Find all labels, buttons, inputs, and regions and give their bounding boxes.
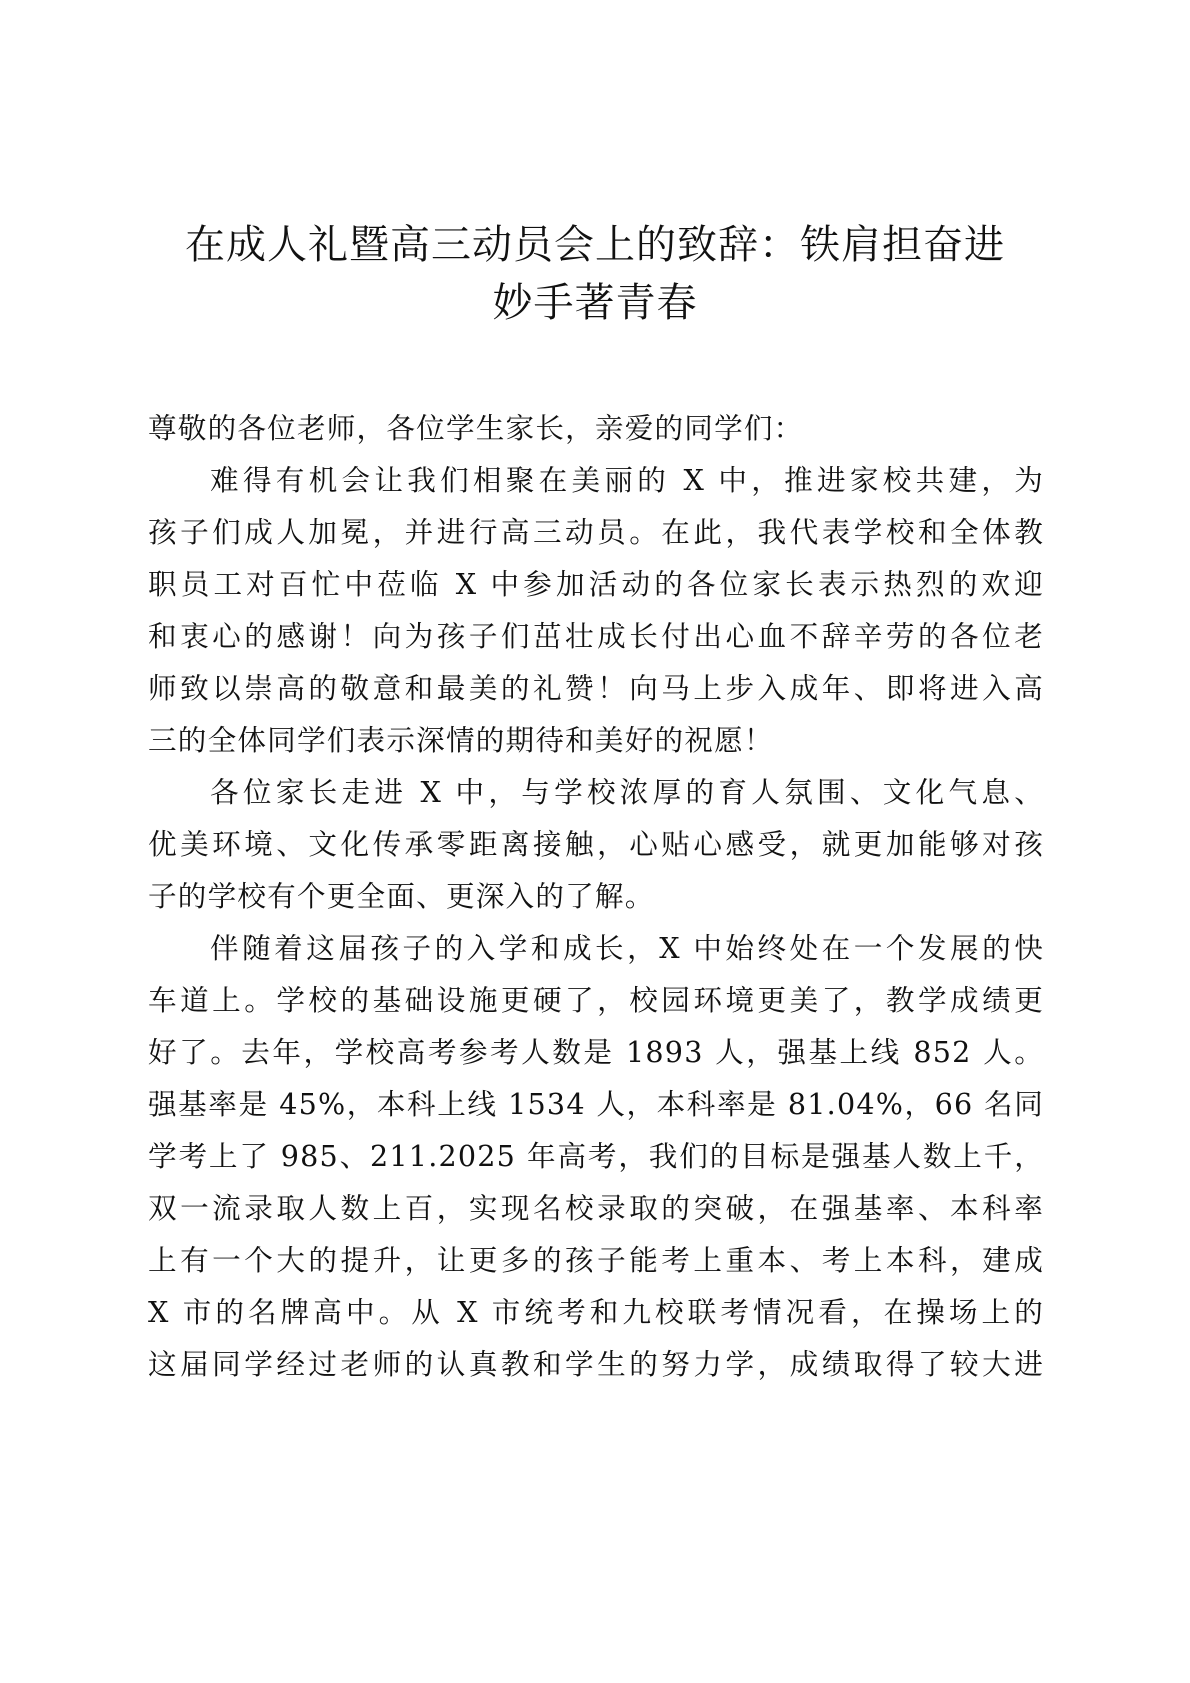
paragraph-line: 孩子们成人加冕，并进行高三动员。在此，我代表学校和全体教 <box>148 515 1044 549</box>
paragraph-line: 优美环境、文化传承零距离接触，心贴心感受，就更加能够对孩 <box>148 827 1044 861</box>
paragraph-line: 各位家长走进 X 中，与学校浓厚的育人氛围、文化气息、 <box>210 775 1044 809</box>
paragraph-line: 难得有机会让我们相聚在美丽的 X 中，推进家校共建，为 <box>210 463 1044 497</box>
paragraph-line: 学考上了 985、211.2025 年高考，我们的目标是强基人数上千， <box>148 1139 1044 1173</box>
paragraph-line: 好了。去年，学校高考参考人数是 1893 人，强基上线 852 人。 <box>148 1035 1044 1069</box>
paragraph-1 <box>148 454 1044 766</box>
paragraph-line: 和衷心的感谢！向为孩子们茁壮成长付出心血不辞辛劳的各位老 <box>148 619 1044 653</box>
salutation: 尊敬的各位老师，各位学生家长，亲爱的同学们： <box>148 411 804 445</box>
document-title <box>140 216 1050 332</box>
paragraph-line: 双一流录取人数上百，实现名校录取的突破，在强基率、本科率 <box>148 1191 1044 1225</box>
paragraph-3 <box>148 922 1044 1390</box>
paragraph-line: 这届同学经过老师的认真教和学生的努力学，成绩取得了较大进 <box>148 1347 1044 1381</box>
paragraph-line: X 市的名牌高中。从 X 市统考和九校联考情况看，在操场上的 <box>148 1295 1044 1329</box>
paragraph-line: 车道上。学校的基础设施更硬了，校园环境更美了，教学成绩更 <box>148 983 1044 1017</box>
paragraph-line: 伴随着这届孩子的入学和成长，X 中始终处在一个发展的快 <box>210 931 1044 965</box>
title-line-1: 在成人礼暨高三动员会上的致辞：铁肩担奋进 <box>185 222 1005 268</box>
paragraph-line: 强基率是 45%，本科上线 1534 人，本科率是 81.04%，66 名同 <box>148 1087 1044 1121</box>
paragraph-line: 职员工对百忙中莅临 X 中参加活动的各位家长表示热烈的欢迎 <box>148 567 1044 601</box>
title-line-2: 妙手著青春 <box>492 280 698 326</box>
paragraph-2 <box>148 766 1044 922</box>
paragraph-line: 上有一个大的提升，让更多的孩子能考上重本、考上本科，建成 <box>148 1243 1044 1277</box>
paragraph-line: 师致以崇高的敬意和最美的礼赞！向马上步入成年、即将进入高 <box>148 671 1044 705</box>
paragraph-line: 子的学校有个更全面、更深入的了解。 <box>148 879 655 913</box>
document-body <box>148 402 1044 1390</box>
paragraph-line: 三的全体同学们表示深情的期待和美好的祝愿！ <box>148 723 774 757</box>
